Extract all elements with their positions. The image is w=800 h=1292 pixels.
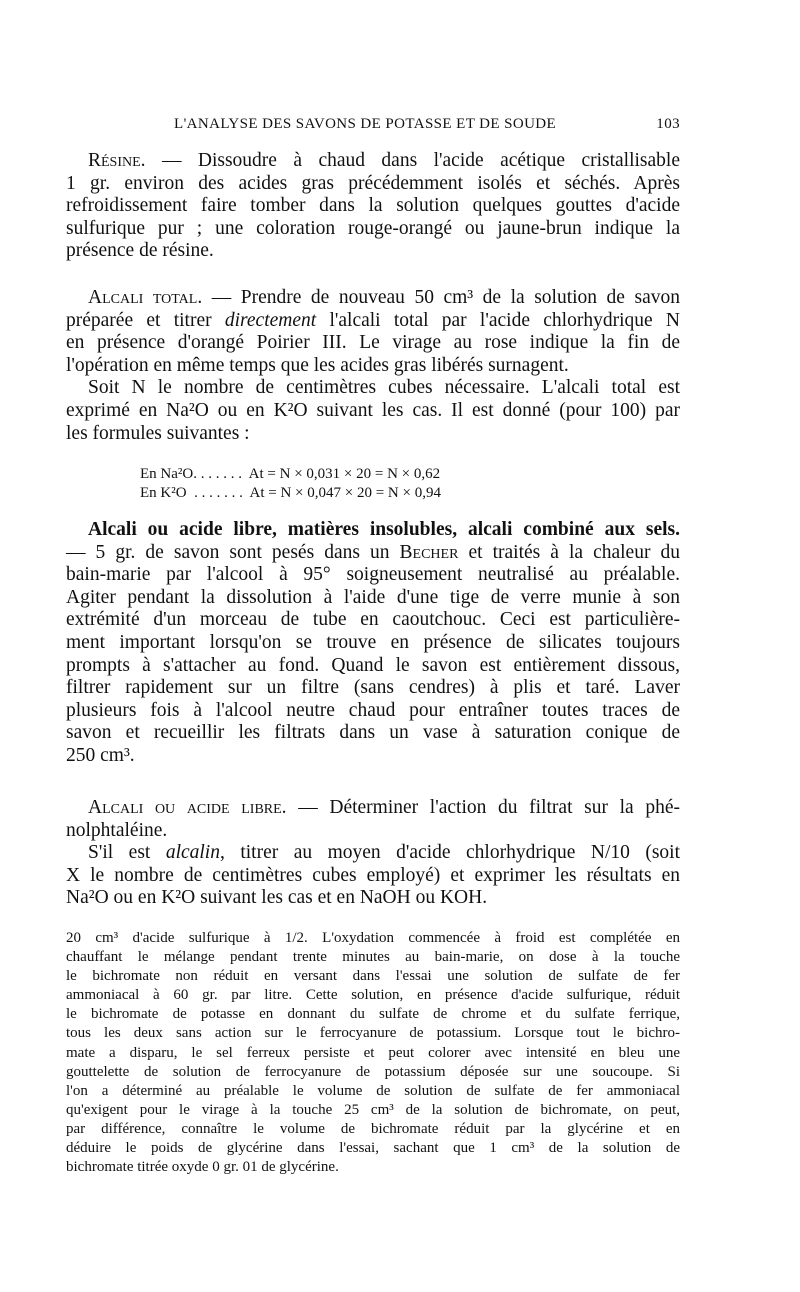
text-line: refroidissement faire tomber dans la solution quelques gouttes d'acide	[66, 195, 680, 217]
text-line: Résine. — Dissoudre à chaud dans l'acide acétique cristallisable	[88, 150, 680, 171]
text-line: S'il est alcalin, titrer au moyen d'acide chlorhydrique N/10 (soit	[88, 842, 680, 864]
text-line: extrémité d'un morceau de tube en caoutchouc. Ceci est particulière-	[66, 609, 680, 631]
formula-block	[140, 465, 660, 503]
footnote-line: bichromate titrée oxyde 0 gr. 01 de glycérine.	[66, 1159, 339, 1176]
formula-na2o: En Na²O. . . . . . . At = N × 0,031 × 20 = N × 0,62	[140, 466, 441, 482]
footnote-line: mate a disparu, le sel ferreux persiste et peut colorer avec intensité en bleu une	[66, 1044, 680, 1061]
text-line: 250 cm³.	[66, 744, 135, 766]
paragraph-alcali-ou-acide-libre	[66, 797, 680, 910]
footnote-line: l'on a déterminé au préalable le volume de solution de sulfate de fer ammoniacal	[66, 1082, 680, 1099]
footnote-line: gouttelette de solution de ferrocyanure de potassium déposée sur une soucoupe. Si	[66, 1063, 680, 1080]
page-number: 103	[656, 116, 680, 132]
text-line: savon et recueillir les filtrats dans un vase à saturation conique de	[66, 722, 680, 744]
text-line: présence de résine.	[66, 240, 214, 262]
section-label-alcali-total: Alcali total.	[88, 287, 203, 308]
paragraph-alcali-total	[66, 287, 680, 445]
section-label-resine: Résine.	[88, 150, 146, 171]
text-line: filtrer rapidement sur un filtre (sans cendres) à plis et taré. Laver	[66, 677, 680, 699]
footnote-line: le bichromate non réduit en versant dans l'essai une solution de sulfate de fer	[66, 968, 680, 985]
paragraph-matieres-insolubles	[66, 519, 680, 768]
text-line: bain-marie par l'alcool à 95° soigneusement neutralisé au préalable.	[66, 564, 680, 586]
text-line: Alcali ou acide libre. — Déterminer l'action du filtrat sur la phé-	[88, 797, 680, 818]
text-line: l'opération en même temps que les acides gras libérés surnagent.	[66, 354, 569, 376]
text-line: les formules suivantes :	[66, 422, 250, 444]
footnote-line: tous les deux sans action sur le ferrocyanure de potassium. Lorsque tout le bichro-	[66, 1025, 680, 1042]
text-line: sulfurique pur ; une coloration rouge-orangé ou jaune-brun indique la	[66, 217, 680, 239]
text-line: nolphtaléine.	[66, 819, 168, 841]
text-line: Na²O ou en K²O suivant les cas et en NaOH ou KOH.	[66, 887, 488, 909]
paragraph-resine	[66, 150, 680, 263]
footnote-line: le bichromate de potasse en donnant du sulfate de chrome et du sulfate ferrique,	[66, 1006, 680, 1023]
footnote	[66, 929, 680, 1177]
text-line: plusieurs fois à l'alcool neutre chaud pour entraîner toutes traces de	[66, 699, 680, 721]
footnote-line: 20 cm³ d'acide sulfurique à 1/2. L'oxydation commencée à froid est complétée en	[66, 930, 680, 946]
text-line: 1 gr. environ des acides gras précédemment isolés et séchés. Après	[66, 172, 680, 194]
text-line: — 5 gr. de savon sont pesés dans un Becher et traités à la chaleur du	[66, 541, 680, 563]
text-line: X le nombre de centimètres cubes employé) et exprimer les résultats en	[66, 864, 680, 886]
text-line: Soit N le nombre de centimètres cubes nécessaire. L'alcali total est	[88, 377, 680, 399]
becher-word: Becher	[399, 541, 459, 563]
text-line: ment important lorsqu'on se trouve en présence de silicates toujours	[66, 631, 680, 653]
running-title: L'ANALYSE DES SAVONS DE POTASSE ET DE SOUDE	[174, 116, 557, 132]
footnote-line: chauffant le mélange pendant trente minutes au bain-marie, on dose à la touche	[66, 949, 680, 966]
text-line: exprimé en Na²O ou en K²O suivant les cas. Il est donné (pour 100) par	[66, 399, 680, 421]
text-line: prompts à s'attacher au fond. Quand le savon est entièrement dissous,	[66, 654, 680, 676]
footnote-line: qu'exigent pour le virage à la touche 25 cm³ de la solution de bichromate, on peut,	[66, 1101, 680, 1118]
footnote-line: déduire le poids de glycérine dans l'essai, sachant que 1 cm³ de la solution de	[66, 1140, 680, 1157]
text-line: Alcali total. — Prendre de nouveau 50 cm³ de la solution de savon	[88, 287, 680, 308]
footnote-line: par différence, connaître le volume de bichromate réduit par la glycérine et en	[66, 1120, 680, 1137]
footnote-line: ammoniacal à 60 gr. par litre. Cette solution, en présence d'acide sulfurique, réduit	[66, 987, 680, 1004]
section-heading: Alcali ou acide libre, matières insolubles, alcali combiné aux sels.	[88, 519, 680, 540]
text-line: préparée et titrer directement l'alcali total par l'acide chlorhydrique N	[66, 309, 680, 331]
section-label-alcali-libre: Alcali ou acide libre.	[88, 797, 287, 818]
text-line: Agiter pendant la dissolution à l'aide d'une tige de verre munie à son	[66, 586, 680, 608]
text-line: en présence d'orangé Poirier III. Le virage au rose indique la fin de	[66, 332, 680, 354]
formula-k2o: En K²O . . . . . . . At = N × 0,047 × 20 = N × 0,94	[140, 485, 441, 501]
